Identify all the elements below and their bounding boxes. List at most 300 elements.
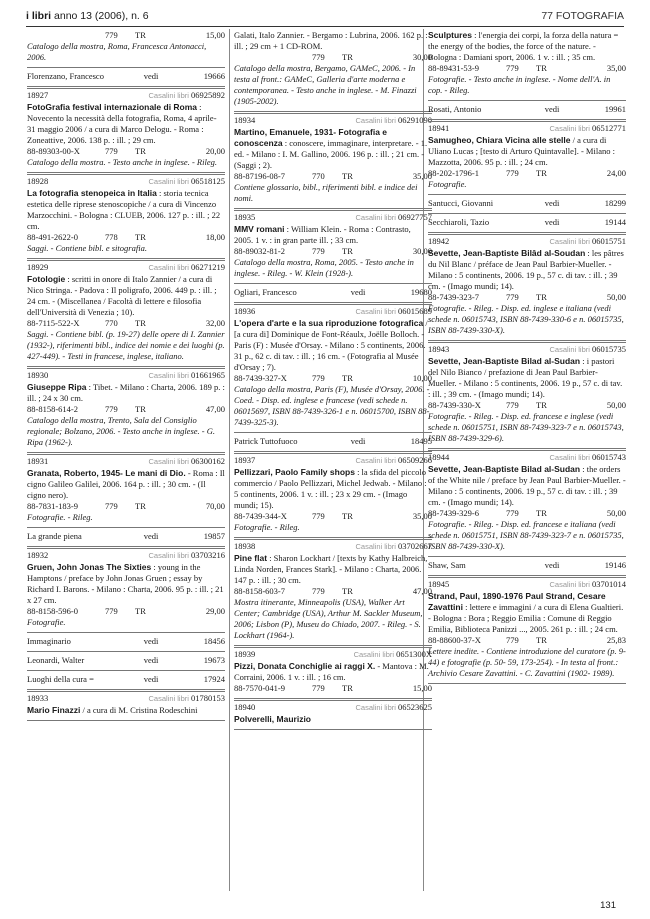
entry-number: 18927 <box>27 90 49 100</box>
column-3 <box>428 29 626 684</box>
class-code: 779 <box>312 511 325 521</box>
binding-code: TR <box>135 404 146 414</box>
binding-code: TR <box>342 171 353 181</box>
entry-id-line <box>27 691 225 704</box>
catalog-entry <box>27 173 225 259</box>
binding-code: TR <box>536 292 547 302</box>
ref-vedi: vedi <box>143 531 159 541</box>
entry-number: 18943 <box>428 344 450 354</box>
class-code: 779 <box>105 404 118 414</box>
isbn: 88-89032-81-2 <box>234 246 285 256</box>
catalog-code: 0651300X <box>396 649 432 659</box>
entry-continued <box>27 29 225 68</box>
ref-vedi: vedi <box>350 287 366 297</box>
price-line <box>428 63 626 74</box>
entry-number: 18941 <box>428 123 450 133</box>
binding-code: TR <box>342 586 353 596</box>
class-code: 779 <box>105 146 118 156</box>
binding-code: TR <box>135 232 146 242</box>
entry-title: L'opera d'arte e la sua riproduzione fotografica <box>234 318 424 328</box>
entry-note: Fotografie. - Rileg. - Disp. ed. inglese e italiana (vedi schede n. 06015743, ISBN 88-7439-330-6 e n. 06015735, ISBN 88-7439-330-X). <box>428 303 624 335</box>
cross-reference[interactable] <box>428 214 626 233</box>
entry-title: Gruen, John Jonas The Sixties <box>27 562 152 572</box>
isbn: 88-8158-596-0 <box>27 606 78 616</box>
isbn: 88-7439-323-7 <box>428 292 479 302</box>
page-header <box>26 6 624 27</box>
entry-id-line <box>428 450 626 463</box>
class-code: 779 <box>312 52 325 62</box>
entry-description: : Novecento la necessità della fotografia, Roma, 4 aprile-31 maggio 2006 / a cura di Marco Delogu. - Roma : Zoneattive, 2006. 138 p. : ill. ; 29 cm. <box>27 102 217 145</box>
price: 20,00 <box>205 146 225 156</box>
catalog-entry <box>234 209 432 284</box>
class-code: 779 <box>105 30 118 40</box>
ref-number: 19144 <box>604 217 626 227</box>
entry-title: Giuseppe Ripa <box>27 382 87 392</box>
price: 10,00 <box>412 373 432 383</box>
class-code: 779 <box>312 586 325 596</box>
entry-number: 18928 <box>27 176 49 186</box>
cross-reference[interactable] <box>27 633 225 652</box>
catalog-code: 06015735 <box>592 344 626 354</box>
entry-id-line <box>27 174 225 187</box>
binding-code: TR <box>342 511 353 521</box>
cross-reference[interactable] <box>27 671 225 690</box>
entry-id-line <box>234 210 432 223</box>
binding-code: TR <box>342 683 353 693</box>
ref-vedi: vedi <box>143 655 159 665</box>
catalog-entry <box>27 259 225 367</box>
entry-number: 18942 <box>428 236 450 246</box>
cross-reference[interactable] <box>428 195 626 214</box>
entry-note: Catalogo della mostra. - Testo anche in inglese. - Rileg. <box>27 157 217 167</box>
cross-reference[interactable] <box>234 284 432 303</box>
entry-note: Fotografie. - Rileg. - Disp. ed. francese e inglese (vedi schede n. 06015751, ISBN 88-7439-323-7 e n. 06015743, ISBN 88-7439-329-6). <box>428 411 624 443</box>
price: 25,83 <box>606 635 626 645</box>
price: 50,00 <box>606 292 626 302</box>
entry-text <box>234 661 432 683</box>
entry-number: 18938 <box>234 541 256 551</box>
price-line <box>27 232 225 243</box>
entry-title: Sculptures <box>428 30 472 40</box>
entry-title: Sevette, Jean-Baptiste Bilad al-Sudan <box>428 464 581 474</box>
entry-note: Fotografie. <box>27 617 66 627</box>
ref-number: 19666 <box>203 71 225 81</box>
entry-title: Martino, Emanuele, 1931- Fotografia e conoscenza <box>234 127 388 148</box>
binding-code: TR <box>135 146 146 156</box>
catalog-entry <box>27 547 225 633</box>
entry-title: Fotologie <box>27 274 66 284</box>
entry-description: / a cura di Uliano Lucas ; [testo di Arturo Quintavalle]. - Milano : Mazzotta, 2006. 95 p. : ill. ; 24 cm. <box>428 135 615 167</box>
casalini-code: Casalini libri 06291090 <box>355 115 432 125</box>
entry-description: - Mantova : M. Corraini, 2006. 1 v. : ill. ; 16 cm. <box>234 661 429 682</box>
ref-name: La grande piena <box>27 531 82 541</box>
entry-note: Fotografie. - Testo anche in inglese. - Nome dell'A. in cop. - Rileg. <box>428 74 611 95</box>
ref-name: Secchiaroli, Tazio <box>428 217 490 227</box>
isbn: 88-89303-00-X <box>27 146 80 156</box>
entry-id-line <box>234 539 432 552</box>
price: 47,00 <box>412 586 432 596</box>
entry-description: : les pâtres du Nil Blanc / préface de Jean Paul Barbier-Mueller. - Milano : 5 continents, 2006. 19 p., 57 c. di tav. : ill. ; 39 cm. - (Imago mundi; 14). <box>428 248 624 291</box>
binding-code: TR <box>135 30 146 40</box>
ref-number: 18456 <box>203 636 225 646</box>
entry-description: - Roma : Il cigno Galileo Galilei, 2006. 164 p. : ill. ; 30 cm. - (Il cigno nero). <box>27 468 225 500</box>
catalog-entry <box>27 367 225 453</box>
entry-note: Contiene glossario, bibl., riferimenti bibl. e indice dei nomi. <box>234 182 418 203</box>
isbn: 88-7439-330-X <box>428 400 481 410</box>
entry-note: Catalogo della mostra, Roma, 2005. - Testo anche in inglese. - Rileg. - W. Klein (1928-). <box>234 257 414 278</box>
price-line <box>428 508 626 519</box>
entry-id-line <box>234 304 432 317</box>
ref-name: Patrick Tuttofuoco <box>234 436 298 446</box>
entry-title: Samugheo, Chiara Vicina alle stelle <box>428 135 571 145</box>
column-divider <box>229 29 230 891</box>
binding-code: TR <box>135 501 146 511</box>
entry-note: Mostra itinerante, Minneapolis (USA), Walker Art Center; Cambridge (USA), Arthur M. Sackler Museum, 2006; Lisbon (P), Museu do Chiado, 2007. - Rileg. - S. Lockhart (1964-). <box>234 597 423 640</box>
price-line <box>234 586 432 597</box>
entry-description: : scritti in onore di Italo Zannier / a cura di Nico Stringa. - Padova : Il poligrafo, 2006. 449 p. : ill. ; 24 cm. - (Miscellanea / Facoltà di lettere e filosofia dell'Università di Venezia ; 10). <box>27 274 217 317</box>
entry-continued <box>428 29 626 101</box>
casalini-code: Casalini libri 06015751 <box>549 236 626 246</box>
isbn: 88-7831-183-9 <box>27 501 78 511</box>
entry-number: 18940 <box>234 702 256 712</box>
casalini-code: Casalini libri 06509266 <box>355 455 432 465</box>
cross-reference[interactable] <box>234 433 432 452</box>
binding-code: TR <box>536 168 547 178</box>
cross-reference[interactable] <box>27 68 225 87</box>
entry-text <box>27 188 225 232</box>
price-line <box>428 168 626 179</box>
entry-description: : Tibet. - Milano : Charta, 2006. 189 p. : ill. ; 24 x 30 cm. <box>27 382 225 403</box>
entry-id-line <box>27 454 225 467</box>
price: 35,00 <box>606 63 626 73</box>
class-code: 779 <box>506 508 519 518</box>
price-line <box>234 52 432 63</box>
entry-number: 18944 <box>428 452 450 462</box>
entry-title: Polverelli, Maurizio <box>234 714 311 724</box>
class-code: 779 <box>506 400 519 410</box>
price-line <box>428 635 626 646</box>
casalini-code: Casalini libri 06523625 <box>355 702 432 712</box>
catalog-entry <box>234 538 432 646</box>
casalini-code: Casalini libri 0651300X <box>353 649 432 659</box>
ref-name: Ogliari, Francesco <box>234 287 297 297</box>
ref-name: Immaginario <box>27 636 71 646</box>
entry-title: Pizzi, Donata Conchiglie ai raggi X. <box>234 661 376 671</box>
class-code: 770 <box>105 318 118 328</box>
price: 24,00 <box>606 168 626 178</box>
catalog-entry <box>234 699 432 730</box>
entry-number: 18932 <box>27 550 49 560</box>
catalog-entry <box>428 449 626 557</box>
casalini-code: Casalini libri 06015689 <box>355 306 432 316</box>
catalog-code: 06925892 <box>191 90 225 100</box>
entry-note: Catalogo della mostra, Roma, Francesca Antonacci, 2006. <box>27 41 207 62</box>
entry-id-line <box>27 88 225 101</box>
ref-vedi: vedi <box>143 636 159 646</box>
ref-vedi: vedi <box>143 674 159 684</box>
binding-code: TR <box>135 318 146 328</box>
price: 30,00 <box>412 246 432 256</box>
class-code: 779 <box>506 292 519 302</box>
catalog-code: 06509266 <box>398 455 432 465</box>
catalog-entry <box>234 112 432 209</box>
ref-number: 19857 <box>203 531 225 541</box>
entry-description: : young in the Hamptons / preface by John Jonas Gruen ; essay by Richard I. Barons. - Milano : Charta, 2006. 95 p. : ill. ; 21 x 27 cm. <box>27 562 224 605</box>
entry-description: : the orders of the White nile / preface by Jean Paul Barbier-Mueller. - Milano : 5 continents, 2006. 19 p., 57 c. di tav. : ill. ; 39 cm. - (Imago mundi; 14). <box>428 464 626 507</box>
entry-continued <box>234 29 432 112</box>
binding-code: TR <box>342 373 353 383</box>
price-line <box>27 318 225 329</box>
entry-id-line <box>234 700 432 713</box>
entry-note: Lettere inedite. - Contiene introduzione del curatore (p. 9-44) e fotografie (p. 50- 59, 173-254). - In testa al front.: Archivio Cesare Zavattini. - C. Zavattini (1902- 1989). <box>428 646 626 678</box>
catalog-entry <box>234 646 432 699</box>
entry-id-line <box>428 577 626 590</box>
ref-number: 19673 <box>203 655 225 665</box>
ref-name: Rosati, Antonio <box>428 104 482 114</box>
catalog-code: 01780153 <box>191 693 225 703</box>
isbn: 88-7439-327-X <box>234 373 287 383</box>
ref-number: 19146 <box>604 560 626 570</box>
catalog-entry <box>428 233 626 341</box>
casalini-code: Casalini libri 06518125 <box>148 176 225 186</box>
price-line <box>27 146 225 157</box>
ref-vedi: vedi <box>544 198 560 208</box>
entry-title: Sevette, Jean-Baptiste Bilad al-Sudan <box>428 356 581 366</box>
casalini-code: Casalini libri 03701014 <box>549 579 626 589</box>
casalini-code: Casalini libri 06512771 <box>549 123 626 133</box>
section-title: 77 FOTOGRAFIA <box>541 10 624 22</box>
entry-description: : l'energia dei corpi, la forza della natura = the energy of the bodies, the force of the nature. - Bologna : Damiani sport, 2006. 1 v. : ill. ; 35 cm. <box>428 30 619 62</box>
journal-title: i libri anno 13 (2006), n. 6 <box>26 10 149 22</box>
entry-number: 18937 <box>234 455 256 465</box>
entry-number: 18929 <box>27 262 49 272</box>
entry-number: 18933 <box>27 693 49 703</box>
binding-code: TR <box>536 508 547 518</box>
column-2 <box>234 29 432 730</box>
entry-note: Catalogo della mostra, Trento, Sala del Consiglio regionale; Bolzano, 2006. - Testo anche in inglese. - G. Ripa (1962-). <box>27 415 216 447</box>
price: 35,00 <box>412 171 432 181</box>
catalog-code: 06927757 <box>398 212 432 222</box>
page-number: 131 <box>600 900 616 911</box>
entry-note: Fotografie. - Rileg. <box>234 522 300 532</box>
cross-reference[interactable] <box>428 557 626 576</box>
isbn <box>27 30 105 41</box>
class-code: 770 <box>312 171 325 181</box>
catalog-code: 06523625 <box>398 702 432 712</box>
price-line <box>234 511 432 522</box>
entry-description: Galati, Italo Zannier. - Bergamo : Lubrina, 2006. 162 p. : ill. ; 29 cm + 1 CD-ROM. <box>234 30 428 51</box>
ref-name: Luoghi della cura = <box>27 674 94 684</box>
isbn: 88-88600-37-X <box>428 635 481 645</box>
catalog-code: 06518125 <box>191 176 225 186</box>
ref-name: Santucci, Giovanni <box>428 198 494 208</box>
ref-name: Florenzano, Francesco <box>27 71 104 81</box>
entry-description: : Sharon Lockhart / [texts by Kathy Halbreich, Linda Norden, Frances Stark]. - Milano : Charta, 2006. 147 p. : ill. ; 30 cm. <box>234 553 428 585</box>
casalini-code: Casalini libri 06271219 <box>148 262 225 272</box>
catalog-code: 06512771 <box>592 123 626 133</box>
price: 50,00 <box>606 400 626 410</box>
casalini-code: Casalini libri 01780153 <box>148 693 225 703</box>
isbn: 88-7115-522-X <box>27 318 80 328</box>
cross-reference[interactable] <box>27 528 225 547</box>
entry-description: : storia tecnica estetica delle riprese stenoscopiche / a cura di Vincenzo Marzocchini. - Bologna : CLUEB, 2006. 127 p. : ill. ; 22 cm. <box>27 188 221 231</box>
binding-code: TR <box>536 400 547 410</box>
entry-id-line <box>428 234 626 247</box>
catalog-entry <box>27 690 225 721</box>
entry-number: 18931 <box>27 456 49 466</box>
catalog-entry <box>234 303 432 433</box>
entry-id-line <box>234 453 432 466</box>
entry-text <box>234 714 432 725</box>
price: 70,00 <box>205 501 225 511</box>
entry-text <box>234 467 432 511</box>
binding-code: TR <box>342 246 353 256</box>
ref-name: Shaw, Sam <box>428 560 466 570</box>
catalog-entry <box>428 341 626 449</box>
class-code: 779 <box>105 606 118 616</box>
price: 15,00 <box>205 30 225 40</box>
entry-text <box>428 464 626 508</box>
price: 30,00 <box>412 52 432 62</box>
price-line <box>234 171 432 182</box>
ref-vedi: vedi <box>544 560 560 570</box>
isbn: 88-491-2622-0 <box>27 232 78 242</box>
entry-text <box>27 102 225 146</box>
ref-number: 19680 <box>410 287 432 297</box>
price-line <box>27 606 225 617</box>
entry-number: 18934 <box>234 115 256 125</box>
entry-text <box>234 127 432 171</box>
price: 29,00 <box>205 606 225 616</box>
entry-id-line <box>428 121 626 134</box>
class-code: 779 <box>105 501 118 511</box>
class-code: 779 <box>506 63 519 73</box>
entry-title: MMV romani <box>234 224 285 234</box>
class-code: 779 <box>312 683 325 693</box>
entry-text <box>27 274 225 318</box>
class-code: 778 <box>105 232 118 242</box>
casalini-code: Casalini libri 06015743 <box>549 452 626 462</box>
price: 35,00 <box>412 511 432 521</box>
entry-description: / a cura di M. Cristina Rodeschini <box>82 705 198 715</box>
entry-id-line <box>234 113 432 126</box>
entry-text <box>27 382 225 404</box>
catalog-code: 03702667 <box>398 541 432 551</box>
entry-title: La fotografia stenopeica in Italia <box>27 188 157 198</box>
ref-number: 18299 <box>604 198 626 208</box>
entry-number: 18936 <box>234 306 256 316</box>
catalog-code: 06271219 <box>191 262 225 272</box>
casalini-code: Casalini libri 03703216 <box>148 550 225 560</box>
entry-title: FotoGrafia festival internazionale di Roma <box>27 102 198 112</box>
catalog-entry <box>27 87 225 173</box>
ref-number: 17924 <box>203 674 225 684</box>
entry-note: Fotografie. - Rileg. - Disp. ed. francese e italiana (vedi schede n. 06015751, ISBN 88-7439-323-7 e n. 06015735, ISBN 88-7439-330-X). <box>428 519 624 551</box>
entry-number: 18945 <box>428 579 450 589</box>
entry-id-line <box>27 368 225 381</box>
entry-note: Fotografie. - Rileg. <box>27 512 93 522</box>
catalog-entry <box>234 452 432 538</box>
catalog-code: 06015743 <box>592 452 626 462</box>
catalog-entry <box>428 576 626 684</box>
price: 15,00 <box>412 683 432 693</box>
catalog-code: 01661965 <box>191 370 225 380</box>
casalini-code: Casalini libri 01661965 <box>148 370 225 380</box>
isbn: 88-87196-08-7 <box>234 171 285 181</box>
entry-description: : la sfida del piccolo commercio / Paolo Pellizzari, Michel Jedwab. - Milano : 5 continents, 2006. 1 v. : ill. ; 23 x 29 cm. - (Imago mundi; 15). <box>234 467 427 510</box>
catalog-code: 06015751 <box>592 236 626 246</box>
price-line <box>27 404 225 415</box>
binding-code: TR <box>342 52 353 62</box>
entry-description: : lettere e immagini / a cura di Elena Gualtieri. - Bologna : Bora ; Reggio Emilia : Comune di Reggio Emilia, Biblioteca Panizzi ..., 2005. 261 p. : ill. ; 24 cm. <box>428 602 624 634</box>
entry-text <box>428 591 626 635</box>
entry-number: 18935 <box>234 212 256 222</box>
ref-name: Leonardi, Walter <box>27 655 85 665</box>
entry-text <box>234 224 432 246</box>
isbn: 88-7439-344-X <box>234 511 287 521</box>
cross-reference[interactable] <box>428 101 626 120</box>
catalog-code: 06291090 <box>398 115 432 125</box>
price: 18,00 <box>205 232 225 242</box>
entry-note: Saggi. - Contiene bibl. (p. 19-27) delle opere di I. Zannier (1932-), riferimenti bibl., indice dei nomie e dei luoghi (p. 427-449). - Testi in francese, inglese, italiano. <box>27 329 225 361</box>
casalini-code: Casalini libri 06925892 <box>148 90 225 100</box>
price: 47,00 <box>205 404 225 414</box>
entry-title: Strand, Paul, 1890-1976 Paul Strand, Cesare Zavattini <box>428 591 606 612</box>
price-line <box>27 30 225 41</box>
isbn: 88-7439-329-6 <box>428 508 479 518</box>
column-1 <box>27 29 225 721</box>
entry-text <box>27 468 225 501</box>
price-line <box>234 246 432 257</box>
ref-number: 19961 <box>604 104 626 114</box>
ref-vedi: vedi <box>544 217 560 227</box>
isbn: 88-7570-041-9 <box>234 683 285 693</box>
price: 32,00 <box>205 318 225 328</box>
casalini-code: Casalini libri 06927757 <box>355 212 432 222</box>
entry-id-line <box>234 647 432 660</box>
entry-number: 18930 <box>27 370 49 380</box>
price-line <box>234 373 432 384</box>
entry-text <box>428 135 626 168</box>
price-line <box>27 501 225 512</box>
isbn: 88-202-1796-1 <box>428 168 479 178</box>
entry-title: Pellizzari, Paolo Family shops <box>234 467 355 477</box>
catalog-code: 06300162 <box>191 456 225 466</box>
price-line <box>428 400 626 411</box>
entry-text <box>428 356 626 400</box>
entry-text <box>234 553 432 586</box>
entry-title: Granata, Roberto, 1945- Le mani di Dio. <box>27 468 186 478</box>
entry-description: : i pastori del Nilo Bianco / prefazione di Jean Paul Barbier-Mueller. - Milano : 5 continents, 2006. 19 p., 57 c. di tav. : ill. ; 39 cm. - (Imago mundi; 14). <box>428 356 623 399</box>
isbn: 88-89431-53-9 <box>428 63 479 73</box>
catalog-code: 03703216 <box>191 550 225 560</box>
entry-description: / [a cura di] Dominique de Font-Réaulx, Joëlle Bolloch. - Paris (F) : Musée d'Orsay. - Milano : 5 continents, 2006. 31 p., 62 c. di tav. : ill. ; 16 cm. - (Fotografia al Musée d'Orsay ; 7). <box>234 318 428 372</box>
isbn <box>234 52 312 63</box>
entry-text <box>27 705 225 716</box>
price-line <box>234 683 432 694</box>
class-code: 779 <box>506 635 519 645</box>
catalog-entry <box>428 120 626 195</box>
cross-reference[interactable] <box>27 652 225 671</box>
entry-title: Sevette, Jean-Baptiste Bilâd al-Soudan <box>428 248 586 258</box>
casalini-code: Casalini libri 06300162 <box>148 456 225 466</box>
entry-text <box>27 562 225 606</box>
catalog-code: 03701014 <box>592 579 626 589</box>
entry-text <box>234 318 432 373</box>
ref-vedi: vedi <box>143 71 159 81</box>
class-code: 779 <box>312 373 325 383</box>
entry-note: Catalogo della mostra, Bergamo, GAMeC, 2006. - In testa al front.: GAMeC, Galleria d'arte moderna e contemporanea. - Testo anche in inglese. - M. Finazzi (1905-2002). <box>234 63 417 106</box>
